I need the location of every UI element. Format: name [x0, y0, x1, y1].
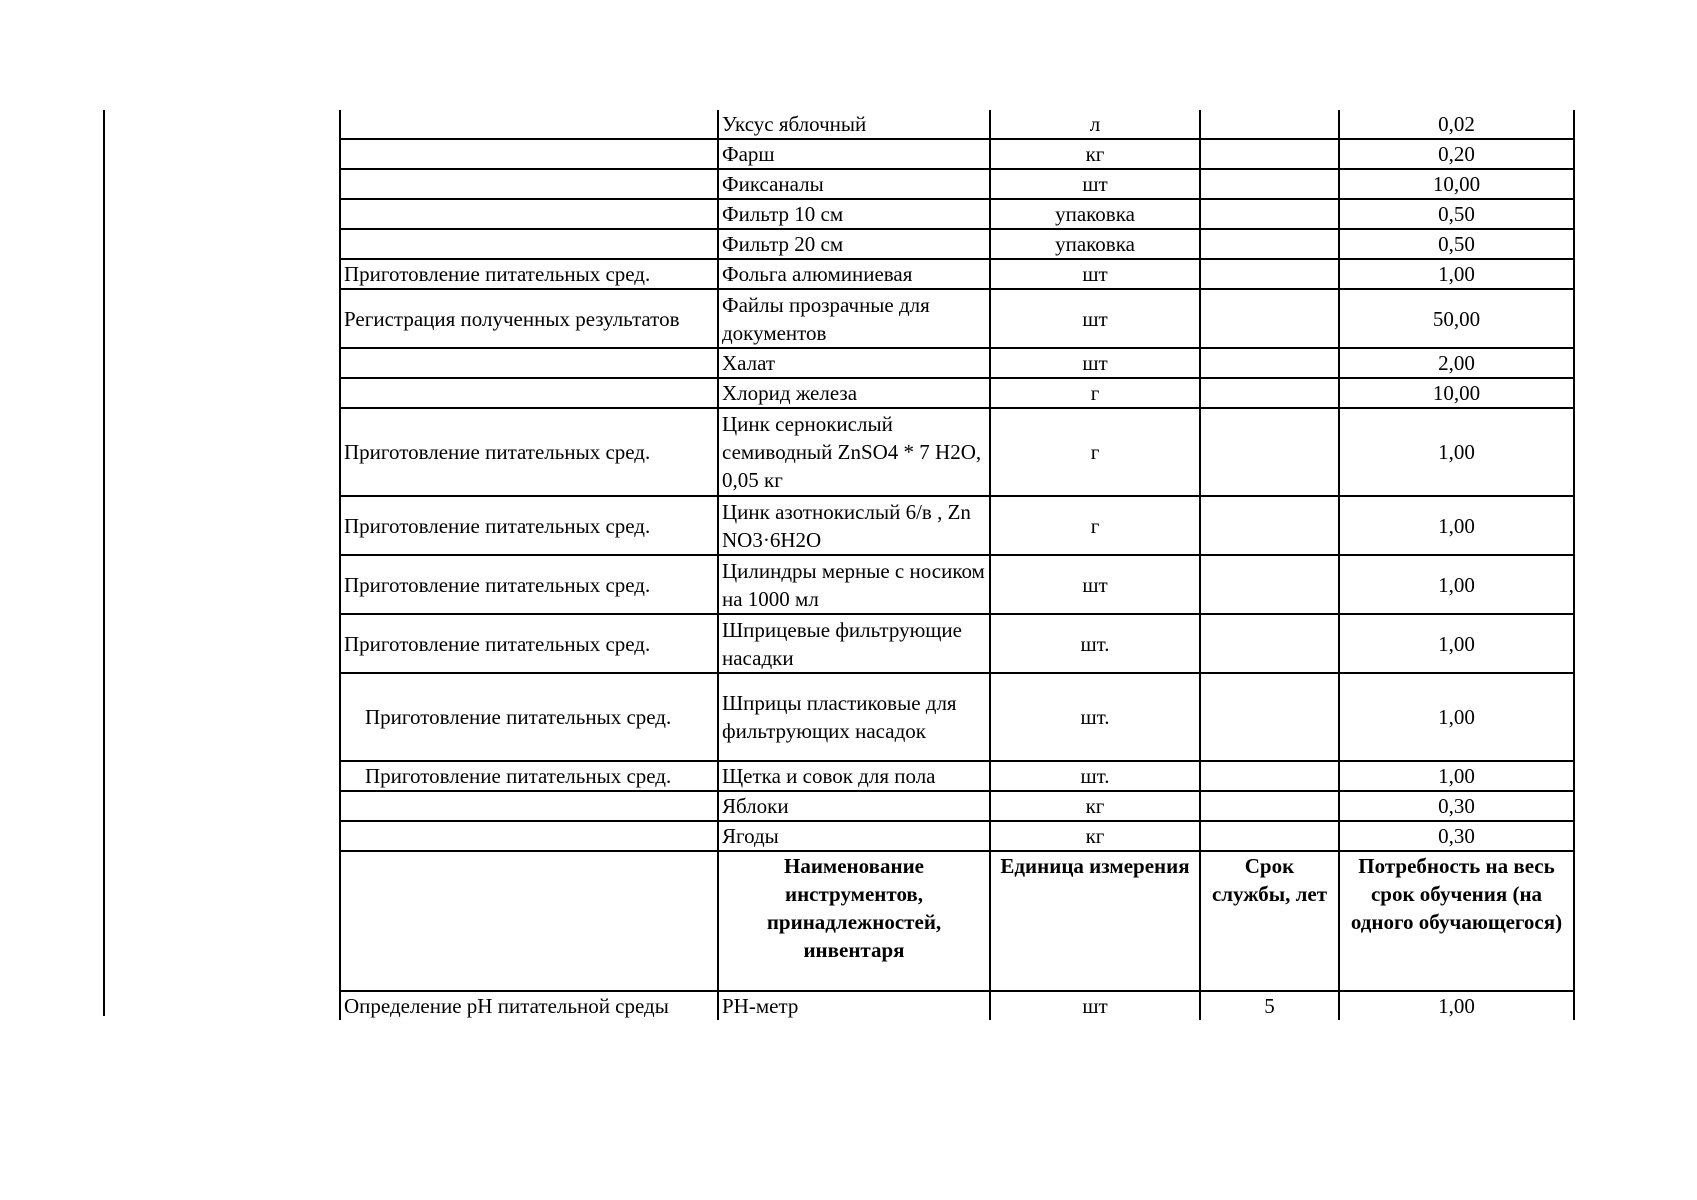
quantity-cell: 0,30	[1339, 791, 1574, 821]
item-name-cell: Халат	[718, 348, 990, 378]
service-life-cell	[1200, 555, 1339, 614]
service-life-cell	[1200, 378, 1339, 408]
stage-cell: Приготовление питательных сред.	[340, 259, 718, 289]
item-name-cell: Хлорид железа	[718, 378, 990, 408]
item-name-cell: Фиксаналы	[718, 169, 990, 199]
stage-cell	[340, 139, 718, 169]
item-name-cell: Файлы прозрачные для документов	[718, 289, 990, 348]
stage-cell	[340, 229, 718, 259]
quantity-cell: 1,00	[1339, 555, 1574, 614]
table-row	[340, 139, 1574, 169]
tools-header-row	[340, 851, 1574, 991]
stage-cell: Приготовление питательных сред.	[340, 673, 718, 761]
table-row	[340, 761, 1574, 791]
stage-cell: Регистрация полученных результатов	[340, 289, 718, 348]
unit-cell: упаковка	[990, 199, 1200, 229]
unit-cell: кг	[990, 139, 1200, 169]
left-margin-rule	[103, 110, 105, 1016]
header-unit: Единица измерения	[990, 851, 1200, 991]
unit-cell: г	[990, 496, 1200, 555]
stage-cell: Приготовление питательных сред.	[340, 496, 718, 555]
stage-cell	[340, 378, 718, 408]
stage-cell	[340, 821, 718, 851]
table-row	[340, 110, 1574, 139]
stage-cell	[340, 169, 718, 199]
header-service-life: Срок службы, лет	[1200, 851, 1339, 991]
service-life-cell	[1200, 199, 1339, 229]
quantity-cell: 0,50	[1339, 199, 1574, 229]
quantity-cell: 0,02	[1339, 110, 1574, 139]
header-stage-cell	[340, 851, 718, 991]
quantity-cell: 1,00	[1339, 991, 1574, 1020]
table-row	[340, 289, 1574, 348]
item-name-cell: Фольга алюминиевая	[718, 259, 990, 289]
unit-cell: шт	[990, 348, 1200, 378]
table-row	[340, 229, 1574, 259]
table-row	[340, 614, 1574, 673]
header-quantity: Потребность на весь срок обучения (на одного обучающегося)	[1339, 851, 1574, 991]
unit-cell: кг	[990, 791, 1200, 821]
item-name-cell: Щетка и совок для пола	[718, 761, 990, 791]
unit-cell: шт	[990, 289, 1200, 348]
item-name-cell: Фильтр 20 см	[718, 229, 990, 259]
service-life-cell	[1200, 408, 1339, 496]
unit-cell: шт	[990, 259, 1200, 289]
service-life-cell	[1200, 289, 1339, 348]
unit-cell: шт.	[990, 673, 1200, 761]
quantity-cell: 1,00	[1339, 673, 1574, 761]
service-life-cell	[1200, 821, 1339, 851]
table-row	[340, 555, 1574, 614]
service-life-cell	[1200, 496, 1339, 555]
unit-cell: г	[990, 408, 1200, 496]
table-row	[340, 991, 1574, 1020]
table-row	[340, 673, 1574, 761]
item-name-cell: Цинк азотнокислый 6/в , Zn NO3·6H2O	[718, 496, 990, 555]
item-name-cell: Фарш	[718, 139, 990, 169]
quantity-cell: 0,50	[1339, 229, 1574, 259]
unit-cell: шт.	[990, 761, 1200, 791]
item-name-cell: Яблоки	[718, 791, 990, 821]
table-row	[340, 378, 1574, 408]
unit-cell: шт	[990, 169, 1200, 199]
quantity-cell: 1,00	[1339, 408, 1574, 496]
stage-cell: Приготовление питательных сред.	[340, 761, 718, 791]
quantity-cell: 50,00	[1339, 289, 1574, 348]
service-life-cell	[1200, 259, 1339, 289]
unit-cell: шт	[990, 991, 1200, 1020]
service-life-cell: 5	[1200, 991, 1339, 1020]
item-name-cell: Цилиндры мерные с носиком на 1000 мл	[718, 555, 990, 614]
service-life-cell	[1200, 761, 1339, 791]
quantity-cell: 1,00	[1339, 614, 1574, 673]
quantity-cell: 2,00	[1339, 348, 1574, 378]
stage-cell	[340, 199, 718, 229]
quantity-cell: 1,00	[1339, 259, 1574, 289]
service-life-cell	[1200, 348, 1339, 378]
table-row	[340, 199, 1574, 229]
unit-cell: л	[990, 110, 1200, 139]
item-name-cell: Шприцевые фильтрующие насадки	[718, 614, 990, 673]
service-life-cell	[1200, 110, 1339, 139]
unit-cell: шт.	[990, 614, 1200, 673]
service-life-cell	[1200, 673, 1339, 761]
stage-cell	[340, 110, 718, 139]
stage-cell: Приготовление питательных сред.	[340, 555, 718, 614]
quantity-cell: 10,00	[1339, 169, 1574, 199]
service-life-cell	[1200, 229, 1339, 259]
service-life-cell	[1200, 139, 1339, 169]
stage-cell	[340, 348, 718, 378]
quantity-cell: 0,20	[1339, 139, 1574, 169]
table-row	[340, 348, 1574, 378]
table-row	[340, 169, 1574, 199]
item-name-cell: Фильтр 10 см	[718, 199, 990, 229]
item-name-cell: Цинк сернокислый семиводный ZnSO4 * 7 H2O, 0,05 кг	[718, 408, 990, 496]
quantity-cell: 10,00	[1339, 378, 1574, 408]
unit-cell: кг	[990, 821, 1200, 851]
table-row	[340, 821, 1574, 851]
stage-cell: Определение рН питательной среды	[340, 991, 718, 1020]
stage-cell: Приготовление питательных сред.	[340, 408, 718, 496]
item-name-cell: Шприцы пластиковые для фильтрующих насадок	[718, 673, 990, 761]
stage-cell: Приготовление питательных сред.	[340, 614, 718, 673]
header-tool-name: Наименование инструментов, принадлежностей, инвентаря	[718, 851, 990, 991]
stage-cell	[340, 791, 718, 821]
unit-cell: шт	[990, 555, 1200, 614]
service-life-cell	[1200, 169, 1339, 199]
item-name-cell: PH-метр	[718, 991, 990, 1020]
unit-cell: упаковка	[990, 229, 1200, 259]
table-row	[340, 496, 1574, 555]
item-name-cell: Ягоды	[718, 821, 990, 851]
item-name-cell: Уксус яблочный	[718, 110, 990, 139]
quantity-cell: 1,00	[1339, 761, 1574, 791]
quantity-cell: 0,30	[1339, 821, 1574, 851]
service-life-cell	[1200, 791, 1339, 821]
quantity-cell: 1,00	[1339, 496, 1574, 555]
table-row	[340, 791, 1574, 821]
table-row	[340, 408, 1574, 496]
unit-cell: г	[990, 378, 1200, 408]
consumables-table	[339, 110, 1575, 1020]
service-life-cell	[1200, 614, 1339, 673]
table-row	[340, 259, 1574, 289]
